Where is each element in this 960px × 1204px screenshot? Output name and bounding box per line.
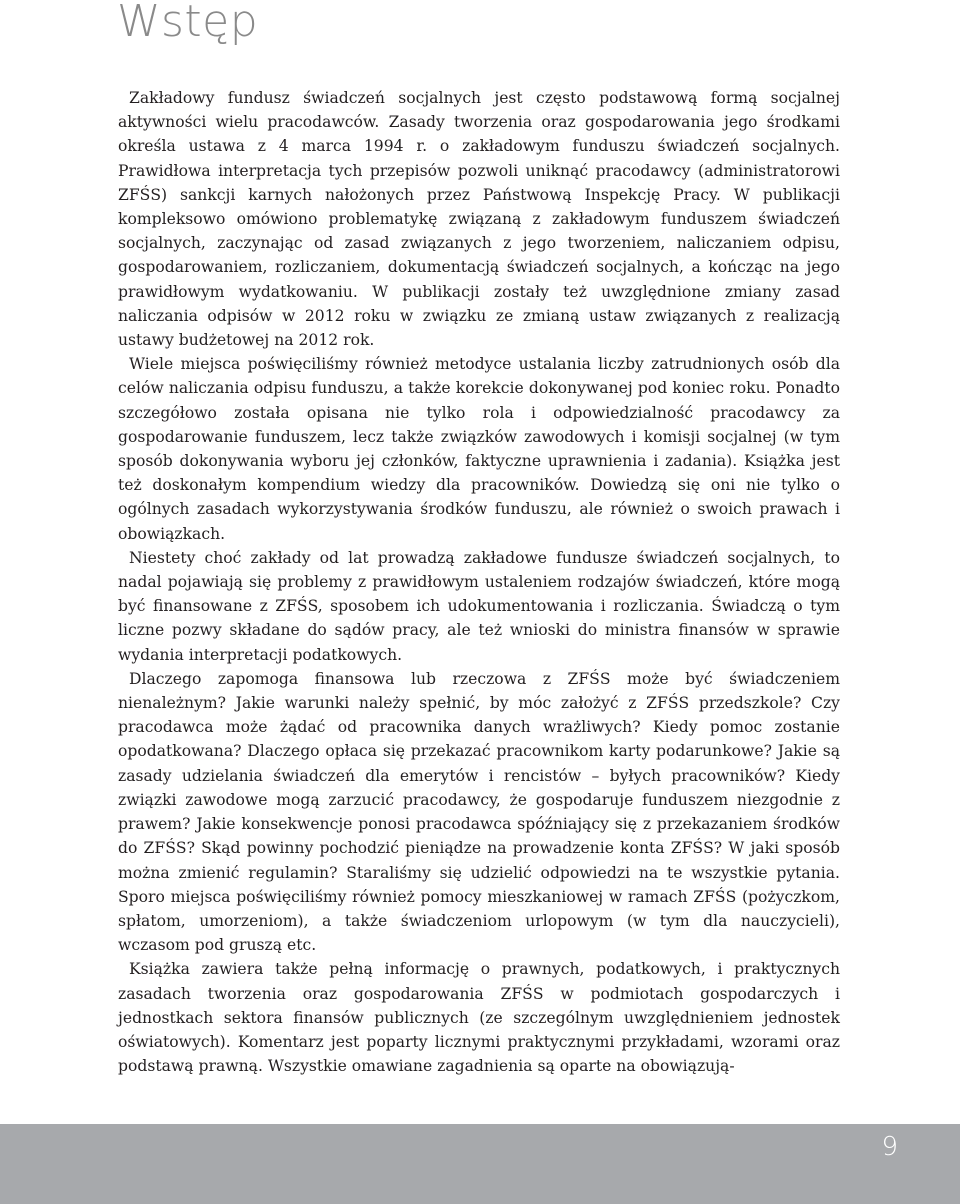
body-text [118, 86, 840, 1078]
page-title: Wstęp [117, 0, 259, 47]
page-number: 9 [881, 1132, 898, 1162]
paragraph: Książka zawiera także pełną informację o prawnych, podatkowych, i praktycznych zasadach tworzenia oraz gospodarowania ZFŚS w podmiotach gospodarczych i jednostkach sektora finansów publicznych (ze szczególnym uwzględnieniem jednostek oświatowych). Komentarz jest poparty licznymi praktycznymi przykładami, wzorami oraz podstawą prawną. Wszystkie omawiane zagadnienia są oparte na obowiązują- [118, 960, 840, 1076]
paragraph: Niestety choć zakłady od lat prowadzą zakładowe fundusze świadczeń socjalnych, to nadal pojawiają się problemy z prawidłowym ustaleniem rodzajów świadczeń, które mogą być finansowane z ZFŚS, sposobem ich udokumentowania i rozliczania. Świadczą o tym liczne pozwy składane do sądów pracy, ale też wnioski do ministra finansów w sprawie wydania interpretacji podatkowych. [118, 548, 840, 664]
paragraph: Wiele miejsca poświęciliśmy również metodyce ustalania liczby zatrudnionych osób dla celów naliczania odpisu funduszu, a także korekcie dokonywanej pod koniec roku. Ponadto szczegółowo została opisana nie tylko rola i odpowiedzialność pracodawcy za gospodarowanie funduszem, lecz także związków zawodowych i komisji socjalnej (w tym sposób dokonywania wyboru jej członków, faktyczne uprawnienia i zadania). Książka jest też doskonałym kompendium wiedzy dla pracowników. Dowiedzą się oni nie tylko o ogólnych zasadach wykorzystywania środków funduszu, ale również o swoich prawach i obowiązkach. [118, 355, 840, 543]
footer-bar [0, 1124, 960, 1204]
paragraph: Zakładowy fundusz świadczeń socjalnych jest często podstawową formą socjalnej aktywności wielu pracodawców. Zasady tworzenia oraz gospodarowania jego środkami określa ustawa z 4 marca 1994 r. o zakładowym funduszu świadczeń socjalnych. Prawidłowa interpretacja tych przepisów pozwoli uniknąć pracodawcy (administratorowi ZFŚS) sankcji karnych nałożonych przez Państwową Inspekcję Pracy. W publikacji kompleksowo omówiono problematykę związaną z zakładowym funduszem świadczeń socjalnych, zaczynając od zasad związanych z jego tworzeniem, naliczaniem odpisu, gospodarowaniem, rozliczaniem, dokumentacją świadczeń socjalnych, a kończąc na jego prawidłowym wydatkowaniu. W publikacji zostały też uwzględnione zmiany zasad naliczania odpisów w 2012 roku w związku ze zmianą ustaw związanych z realizacją ustawy budżetowej na 2012 rok. [118, 89, 840, 350]
paragraph: Dlaczego zapomoga finansowa lub rzeczowa z ZFŚS może być świadczeniem nienależnym? Jakie warunki należy spełnić, by móc założyć z ZFŚS przedszkole? Czy pracodawca może żądać od pracownika danych wrażliwych? Kiedy pomoc zostanie opodatkowana? Dlaczego opłaca się przekazać pracownikom karty podarunkowe? Jakie są zasady udzielania świadczeń dla emerytów i rencistów – byłych pracowników? Kiedy związki zawodowe mogą zarzucić pracodawcy, że gospodaruje funduszem niezgodnie z prawem? Jakie konsekwencje ponosi pracodawca spóźniający się z przekazaniem środków do ZFŚS? Skąd powinny pochodzić pieniądze na prowadzenie konta ZFŚS? W jaki sposób można zmienić regulamin? Staraliśmy się udzielić odpowiedzi na te wszystkie pytania. Sporo miejsca poświęciliśmy również pomocy mieszkaniowej w ramach ZFŚS (pożyczkom, spłatom, umorzeniom), a także świadczeniom urlopowym (w tym dla nauczycieli), wczasom pod gruszą etc. [118, 669, 840, 955]
